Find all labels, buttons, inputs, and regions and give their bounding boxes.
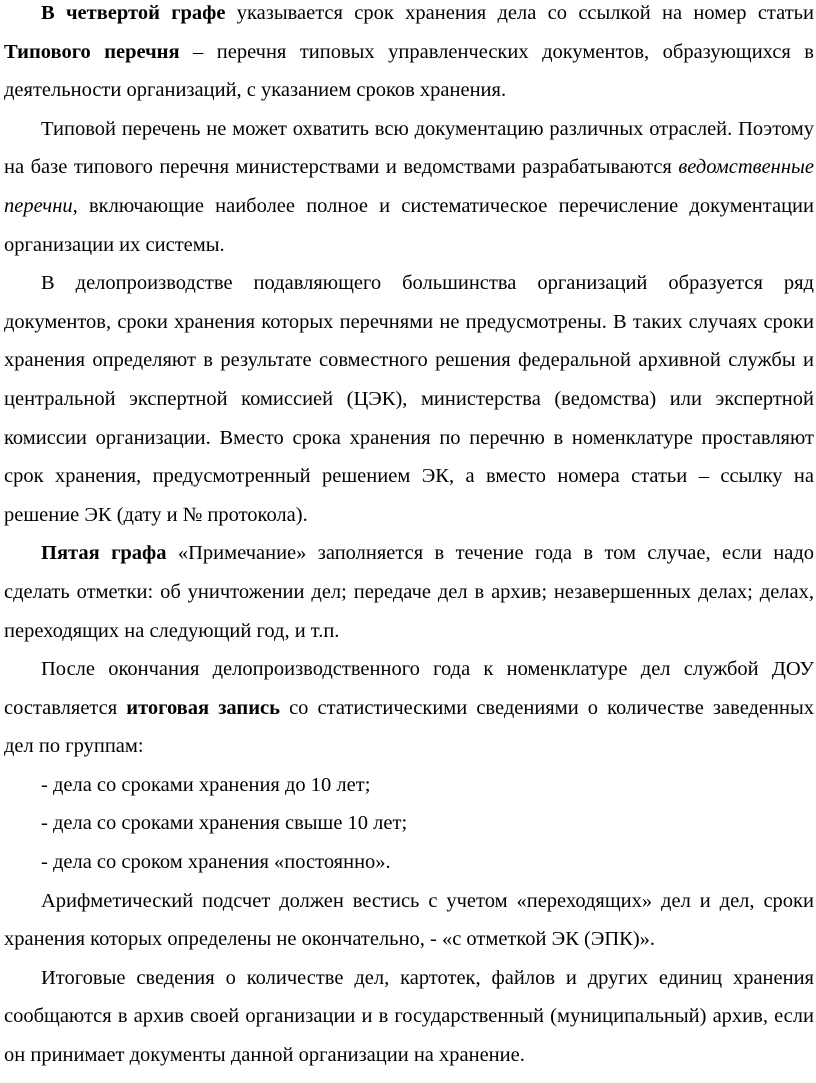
paragraph-fifth-column [4,534,814,650]
text-fragment: – перечня типовых управленческих документов, образующихся в деятельности организаций, с указанием сроков хранения. [4,40,814,102]
text-fragment: указывается срок хранения дела со ссылкой на номер статьи [225,2,814,24]
term-final-record: итоговая запись [126,696,280,719]
paragraph-storage-terms: В делопроизводстве подавляющего большинства организаций образуется ряд документов, сроки хранения которых перечнями не предусмотрены. В таких случаях сроки хранения определяют в результате совместного решения федеральной архивной службы и центральной экспертной комиссией (ЦЭК), министерства (ведомства) или экспертной комиссии организации. Вместо срока хранения по перечню в номенклатуре проставляют срок хранения, предусмотренный решением ЭК, а вместо номера статьи – ссылку на решение ЭК (дату и № протокола). [4,272,814,526]
paragraph-fourth-column [4,0,814,110]
list-item: - дела со сроками хранения до 10 лет; [41,773,371,796]
paragraph-summary-info: Итоговые сведения о количестве дел, картотек, файлов и других единиц хранения сообщаются в архив своей организации и в государственный (муниципальный) архив, если он принимает документы данной организации на хранение. [4,966,814,1067]
text-fragment: «Примечание» заполняется в течение года в том случае, если надо сделать отметки: об уничтожении дел; передаче дел в архив; незавершенных делах; делах, переходящих на следующий год, и т.п. [4,542,815,642]
term-fifth-column: Пятая графа [41,542,167,565]
text-fragment: После окончания делопроизводственного года к номенклатуре дел службой ДОУ составляется [4,658,814,719]
paragraph-typical-list [4,110,814,264]
text-fragment: включающие наиболее полное и систематическое перечисление документации организации их системы. [4,194,814,256]
paragraph-final-record [4,650,814,766]
term-departmental-lists: ведомственные перечни, [4,156,814,217]
term-fourth-column: В четвертой графе [41,2,226,24]
term-typical-list: Типового перечня [4,40,180,63]
text-fragment: со статистическими сведениями о количестве заведенных дел по группам: [4,696,815,758]
text-fragment: Типовой перечень не может охватить всю документацию различных отраслей. Поэтому на базе типового перечня министерствами и ведомствами разрабатываются [4,117,814,179]
paragraph-arithmetic-count: Арифметический подсчет должен вестись с учетом «переходящих» дел и дел, сроки хранения которых определены не окончательно, - «с отметкой ЭК (ЭПК)». [4,889,814,951]
list-item: - дела со сроками хранения свыше 10 лет; [41,812,408,835]
list-item: - дела со сроком хранения «постоянно». [41,851,391,874]
